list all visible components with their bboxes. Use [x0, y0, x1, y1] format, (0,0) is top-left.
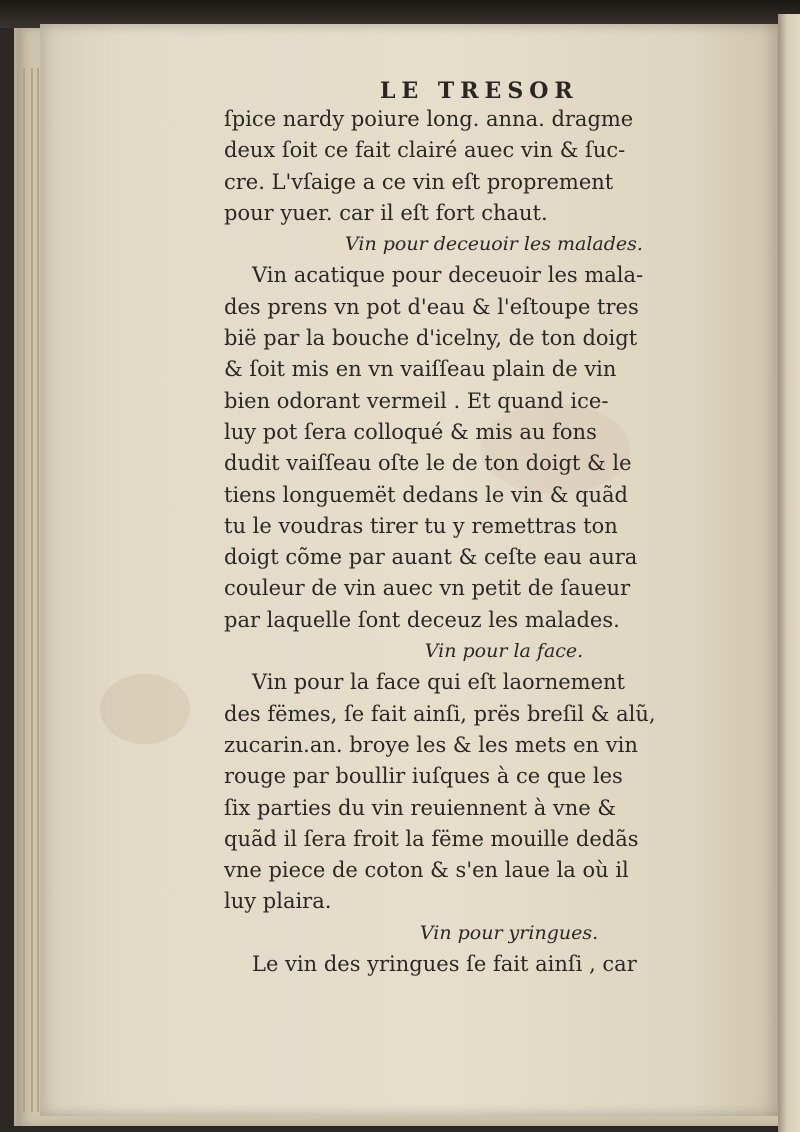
- edge-line: [31, 68, 33, 1112]
- text-line: des prens vn pot d'eau & l'eſtoupe tres: [224, 294, 639, 319]
- text-line: doigt cõme par auant & ceſte eau aura: [224, 545, 638, 570]
- text-line: luy pot ſera colloqué & mis au fons: [224, 419, 597, 444]
- text-line: deux ſoit ce fait clairé auec vin & ſuc-: [224, 138, 626, 163]
- edge-line: [37, 68, 39, 1112]
- text-block: [224, 104, 724, 980]
- text-line: quãd il ſera froit la fëme mouille dedãs: [224, 826, 639, 851]
- text-line: & ſoit mis en vn vaiſſeau plain de vin: [224, 357, 617, 382]
- text-line: ſix parties du vin reuiennent à vne &: [224, 795, 617, 820]
- text-line: pour yuer. car il eſt fort chaut.: [224, 200, 548, 225]
- text-line: rouge par boullir iuſques à ce que les: [224, 764, 623, 789]
- running-header: LE TRESOR: [380, 78, 579, 104]
- paper-stain: [100, 674, 190, 744]
- text-line: dudit vaiſſeau oſte le de ton doigt & le: [224, 451, 632, 476]
- text-line: zucarin.an. broye les & les mets en vin: [224, 732, 638, 757]
- section-heading: Vin pour yringues.: [419, 921, 599, 944]
- next-page-edge: [778, 14, 800, 1132]
- section-heading: Vin pour la face.: [424, 640, 584, 663]
- text-line: vne piece de coton & s'en laue la où il: [224, 858, 629, 883]
- text-line: bië par la bouche d'icelny, de ton doigt: [224, 326, 638, 351]
- text-line: luy plaira.: [224, 889, 332, 914]
- text-line: par laquelle ſont deceuz les malades.: [224, 607, 620, 632]
- text-line: bien odorant vermeil . Et quand ice-: [224, 388, 609, 413]
- text-line: des fëmes, ſe fait ainſi, prës breſil & alũ,: [224, 701, 656, 726]
- text-line: couleur de vin auec vn petit de ſaueur: [224, 576, 631, 601]
- text-line: Vin pour la face qui eſt laornement: [252, 670, 625, 695]
- text-line: ſpice nardy poiure long. anna. dragme: [224, 107, 634, 131]
- text-line: tu le voudras tirer tu y remettras ton: [224, 513, 618, 538]
- text-line: Vin acatique pour deceuoir les mala-: [252, 263, 644, 288]
- text-line: Le vin des yringues ſe fait ainſi , car: [252, 952, 637, 977]
- section-heading: Vin pour deceuoir les malades.: [345, 233, 643, 256]
- text-line: tiens longuemët dedans le vin & quãd: [224, 482, 629, 507]
- text-line: cre. L'vſaige a ce vin eſt proprement: [224, 169, 614, 194]
- edge-line: [23, 68, 25, 1112]
